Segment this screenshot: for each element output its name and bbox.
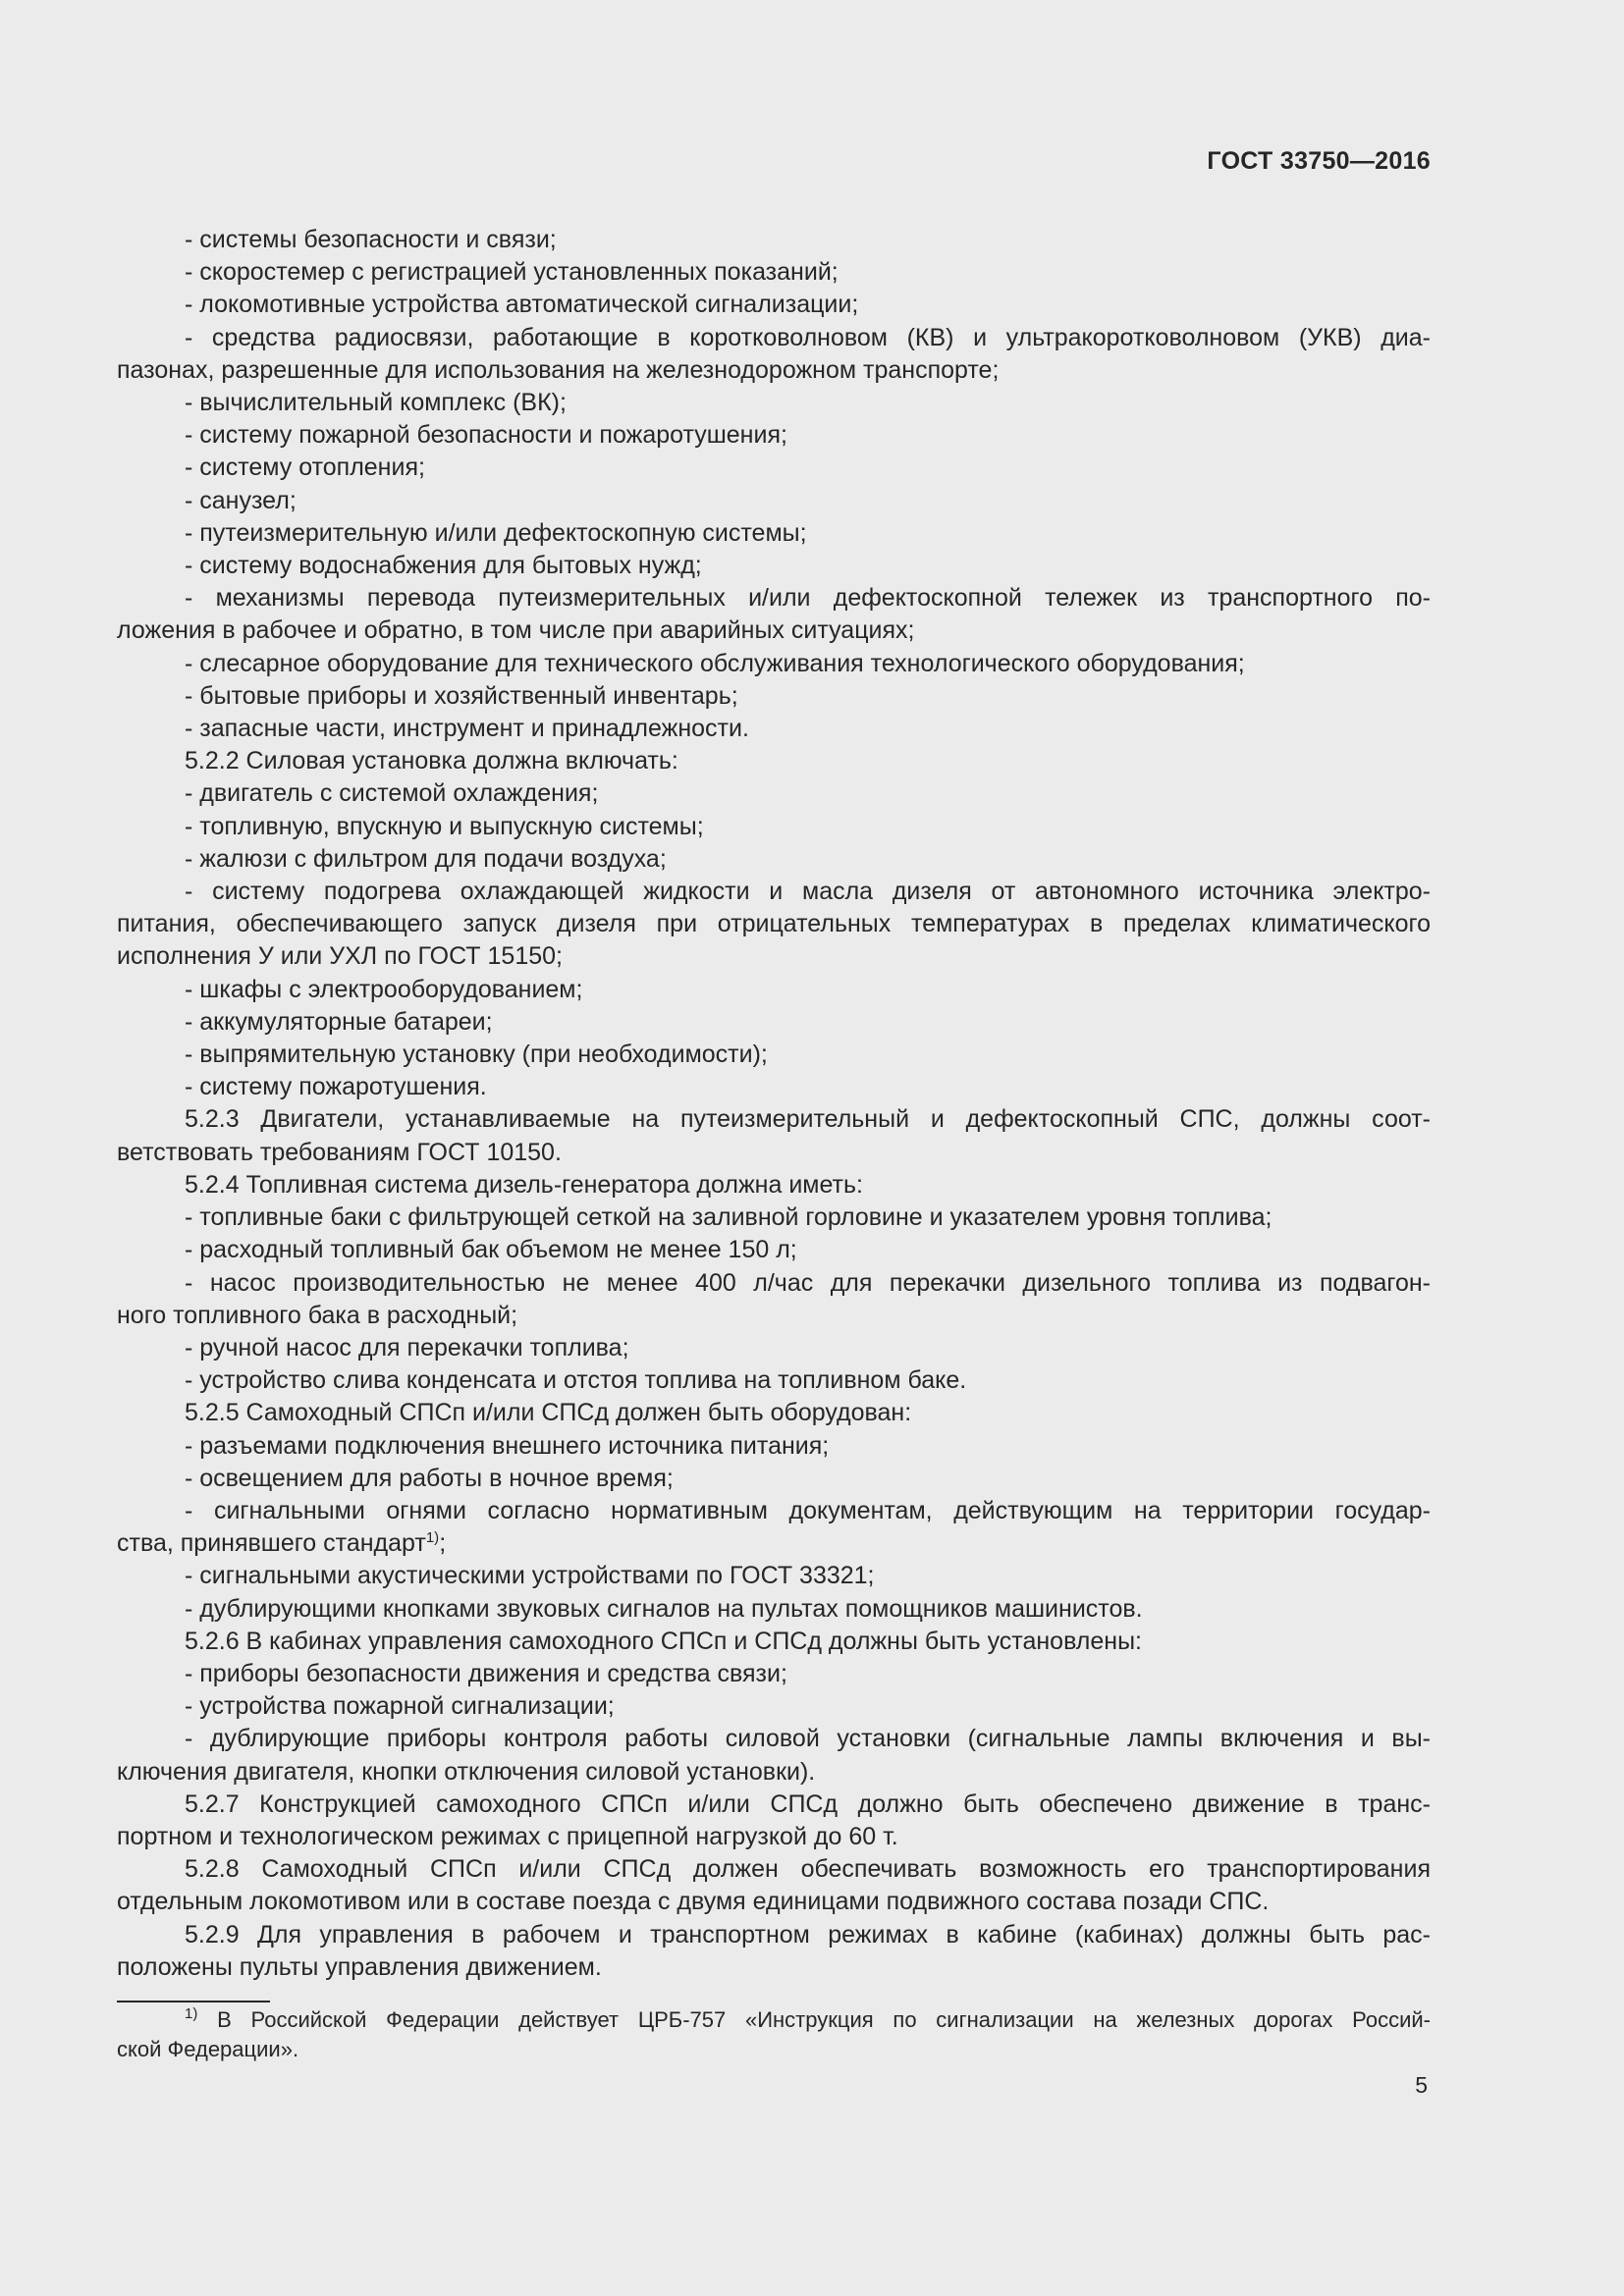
text-line: [117, 614, 1431, 647]
paragraph: [117, 1103, 1431, 1168]
line-text: - слесарное оборудование для технического обслуживания технологического оборудования;: [185, 649, 1245, 677]
text-line: [117, 1103, 1431, 1136]
paragraph: [117, 811, 1431, 843]
text-line: [117, 322, 1431, 354]
paragraph: [117, 387, 1431, 419]
line-text: - разъемами подключения внешнего источника питания;: [185, 1431, 830, 1460]
line-text: - жалюзи с фильтром для подачи воздуха;: [185, 844, 667, 873]
text-line: [117, 648, 1431, 680]
line-text: - механизмы перевода путеизмерительных и/или дефектоскопной тележек из транспортного по-: [185, 584, 1431, 613]
paragraph: [117, 1397, 1431, 1429]
line-text: - устройства пожарной сигнализации;: [185, 1692, 615, 1721]
line-text: - дублирующими кнопками звуковых сигналов на пультах помощников машинистов.: [185, 1594, 1143, 1623]
text-line: [117, 1690, 1431, 1723]
line-text: - средства радиосвязи, работающие в коротковолновом (КВ) и ультракоротковолновом (УКВ) диа-: [185, 323, 1431, 351]
paragraph: [117, 1853, 1431, 1918]
paragraph: [117, 680, 1431, 713]
text-line: [117, 876, 1431, 908]
text-line: [117, 1853, 1431, 1886]
line-text: ключения двигателя, кнопки отключения силовой установки).: [117, 1757, 816, 1786]
text-line: [117, 1201, 1431, 1234]
footnote: [117, 2005, 1431, 2064]
line-text: портном и технологическом режимах с прицепной нагрузкой до 60 т.: [117, 1822, 898, 1850]
text-line: [117, 1463, 1431, 1495]
text-line: [117, 1560, 1431, 1592]
text-line: [117, 419, 1431, 452]
line-text: 5.2.5 Самоходный СПСп и/или СПСд должен быть оборудован:: [185, 1399, 912, 1427]
footnote-divider: [117, 2001, 270, 2002]
line-text: ного топливного бака в расходный;: [117, 1301, 518, 1329]
text-line: [117, 289, 1431, 321]
paragraph: [117, 1201, 1431, 1234]
text-line: [117, 1137, 1431, 1169]
page-number: 5: [1415, 2072, 1428, 2098]
line-tail: ;: [439, 1529, 447, 1558]
text-line: [117, 224, 1431, 256]
text-line: [117, 1951, 1431, 1984]
paragraph: [117, 1332, 1431, 1364]
text-line: [117, 1821, 1431, 1853]
text-line: [117, 1430, 1431, 1463]
paragraph: [117, 1039, 1431, 1071]
paragraph: [117, 550, 1431, 582]
text-line: [117, 843, 1431, 876]
paragraph: [117, 1919, 1431, 1984]
line-text: - расходный топливный бак объемом не менее 150 л;: [185, 1236, 797, 1264]
paragraph: [117, 713, 1431, 745]
text-line: [117, 1364, 1431, 1397]
text-line: [117, 1723, 1431, 1755]
text-line: [117, 517, 1431, 550]
line-text: - системы безопасности и связи;: [185, 226, 557, 253]
text-line: [117, 1234, 1431, 1266]
paragraph: [117, 1658, 1431, 1690]
text-line: [117, 745, 1431, 777]
body-text: [117, 224, 1431, 1984]
line-text: - шкафы с электрооборудованием;: [185, 975, 583, 1003]
text-line: [117, 1789, 1431, 1821]
text-line: [117, 387, 1431, 419]
paragraph: [117, 517, 1431, 550]
text-line: [117, 713, 1431, 745]
line-text: пазонах, разрешенные для использования на железнодорожном транспорте;: [117, 355, 1000, 384]
text-line: [117, 1919, 1431, 1951]
line-text: - систему отопления;: [185, 454, 425, 482]
line-text: - приборы безопасности движения и средства связи;: [185, 1659, 787, 1687]
text-line: [117, 1886, 1431, 1918]
paragraph: [117, 452, 1431, 484]
paragraph: [117, 256, 1431, 289]
text-line: [117, 940, 1431, 973]
line-text: - бытовые приборы и хозяйственный инвентарь;: [185, 681, 738, 710]
paragraph: [117, 224, 1431, 256]
text-line: [117, 1300, 1431, 1332]
line-text: исполнения У или УХЛ по ГОСТ 15150;: [117, 942, 563, 971]
text-line: [117, 777, 1431, 810]
paragraph: [117, 843, 1431, 876]
paragraph: [117, 876, 1431, 974]
line-text: - путеизмерительную и/или дефектоскопную системы;: [185, 518, 807, 547]
line-text: - санузел;: [185, 486, 297, 514]
paragraph: [117, 777, 1431, 810]
line-text: - сигнальными огнями согласно нормативным документам, действующим на территории государ-: [185, 1496, 1431, 1524]
line-text: - дублирующие приборы контроля работы силовой установки (сигнальные лампы включения и вы-: [185, 1725, 1431, 1753]
line-text: 5.2.2 Силовая установка должна включать:: [185, 747, 678, 775]
line-text: - двигатель с системой охлаждения;: [185, 779, 599, 808]
line-text: - скоростемер с регистрацией установленных показаний;: [185, 258, 839, 287]
text-line: [117, 452, 1431, 484]
text-line: [117, 1527, 1431, 1560]
text-line: [117, 1006, 1431, 1039]
line-text: 5.2.8 Самоходный СПСп и/или СПСд должен обеспечивать возможность его транспортирования: [185, 1855, 1431, 1884]
paragraph: [117, 1267, 1431, 1332]
paragraph: [117, 1364, 1431, 1397]
line-text: ложения в рабочее и обратно, в том числе при аварийных ситуациях;: [117, 616, 915, 645]
line-text: - устройство слива конденсата и отстоя топлива на топливном баке.: [185, 1366, 967, 1395]
text-line: [117, 1169, 1431, 1201]
line-text: - сигнальными акустическими устройствами по ГОСТ 33321;: [185, 1562, 875, 1590]
text-line: [117, 1593, 1431, 1626]
text-line: [117, 1626, 1431, 1658]
paragraph: [117, 1593, 1431, 1626]
paragraph: [117, 485, 1431, 517]
text-line: [117, 811, 1431, 843]
text-line: [117, 1658, 1431, 1690]
line-text: - топливную, впускную и выпускную системы;: [185, 812, 704, 840]
line-text: 5.2.7 Конструкцией самоходного СПСп и/или СПСд должно быть обеспечено движение в транс-: [185, 1789, 1431, 1818]
line-text: положены пульты управления движением.: [117, 1952, 602, 1981]
line-text: - систему подогрева охлаждающей жидкости и масла дизеля от автономного источника электро-: [185, 878, 1431, 906]
paragraph: [117, 1430, 1431, 1463]
footnote-reference: 1): [425, 1529, 440, 1547]
footnote-marker: 1): [185, 2005, 198, 2022]
paragraph: [117, 322, 1431, 387]
footnote-text-1: В Российской Федерации действует ЦРБ-757 «Инструкция по сигнализации на железных дорогах Россий-: [217, 2007, 1431, 2032]
text-line: [117, 582, 1431, 614]
text-line: [117, 974, 1431, 1006]
paragraph: [117, 1560, 1431, 1592]
line-text: - выпрямительную установку (при необходимости);: [185, 1041, 768, 1069]
text-line: [117, 1267, 1431, 1300]
line-text: - ручной насос для перекачки топлива;: [185, 1333, 629, 1362]
paragraph: [117, 745, 1431, 777]
text-line: [117, 908, 1431, 940]
line-text: 5.2.9 Для управления в рабочем и транспортном режимах в кабине (кабинах) должны быть рас-: [185, 1920, 1431, 1949]
paragraph: [117, 1495, 1431, 1560]
paragraph: [117, 648, 1431, 680]
paragraph: [117, 289, 1431, 321]
line-text: - вычислительный комплекс (ВК);: [185, 389, 567, 417]
line-text: ветствовать требованиям ГОСТ 10150.: [117, 1138, 562, 1166]
line-text: - запасные части, инструмент и принадлежности.: [185, 715, 749, 743]
paragraph: [117, 419, 1431, 452]
line-text: - систему пожарной безопасности и пожаротушения;: [185, 421, 787, 450]
paragraph: [117, 974, 1431, 1006]
text-line: [117, 1039, 1431, 1071]
paragraph: [117, 1169, 1431, 1201]
text-line: [117, 485, 1431, 517]
text-line: [117, 354, 1431, 387]
text-line: [117, 256, 1431, 289]
footnote-line-1: [117, 2005, 1431, 2035]
line-text: 5.2.3 Двигатели, устанавливаемые на путеизмерительный и дефектоскопный СПС, должны соот-: [185, 1105, 1431, 1134]
line-text: - топливные баки с фильтрующей сеткой на заливной горловине и указателем уровня топлива;: [185, 1203, 1272, 1232]
paragraph: [117, 1789, 1431, 1853]
line-text: - систему пожаротушения.: [185, 1073, 487, 1101]
line-text: - аккумуляторные батареи;: [185, 1007, 493, 1036]
paragraph: [117, 582, 1431, 647]
line-text: - систему водоснабжения для бытовых нужд;: [185, 552, 702, 580]
text-line: [117, 680, 1431, 713]
line-text: 5.2.4 Топливная система дизель-генератора должна иметь:: [185, 1170, 863, 1199]
paragraph: [117, 1723, 1431, 1788]
text-line: [117, 1397, 1431, 1429]
line-text: отдельным локомотивом или в составе поезда с двумя единицами подвижного состава позади СПС.: [117, 1888, 1270, 1916]
line-text: ства, принявшего стандарт: [117, 1529, 426, 1558]
paragraph: [117, 1690, 1431, 1723]
text-line: [117, 1332, 1431, 1364]
paragraph: [117, 1006, 1431, 1039]
text-line: [117, 1756, 1431, 1789]
line-text: - насос производительностью не менее 400 л/час для перекачки дизельного топлива из подвагон-: [185, 1268, 1431, 1297]
paragraph: [117, 1234, 1431, 1266]
footnote-line-2: ской Федерации».: [117, 2037, 299, 2061]
paragraph: [117, 1463, 1431, 1495]
text-line: [117, 1495, 1431, 1527]
paragraph: [117, 1071, 1431, 1103]
line-text: - локомотивные устройства автоматической сигнализации;: [185, 291, 859, 319]
line-text: 5.2.6 В кабинах управления самоходного СПСп и СПСд должны быть установлены:: [185, 1627, 1142, 1655]
paragraph: [117, 1626, 1431, 1658]
line-text: питания, обеспечивающего запуск дизеля при отрицательных температурах в пределах климатического: [117, 910, 1431, 938]
text-line: [117, 550, 1431, 582]
document-code-header: ГОСТ 33750—2016: [1207, 147, 1431, 175]
line-text: - освещением для работы в ночное время;: [185, 1464, 674, 1492]
text-line: [117, 1071, 1431, 1103]
